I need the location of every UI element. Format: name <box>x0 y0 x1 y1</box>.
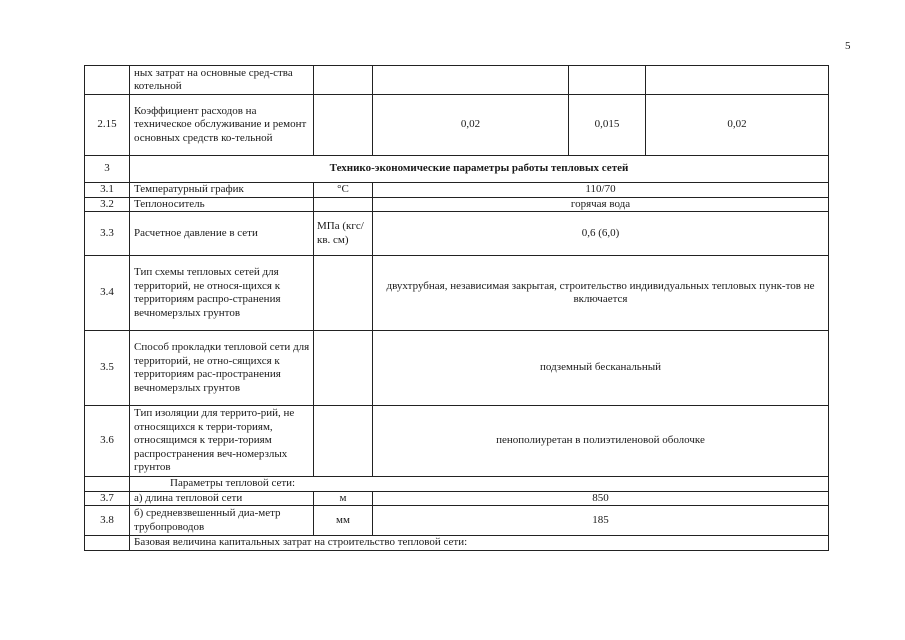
parameter-name: Тип схемы тепловых сетей для территорий, не относя-щихся к территориям распро-странения вечномерзлых грунтов <box>130 256 314 331</box>
table-row <box>85 95 829 156</box>
table-row <box>85 331 829 406</box>
unit-cell <box>314 406 373 477</box>
row-number: 2.15 <box>85 95 130 156</box>
section-title: Технико-экономические параметры работы тепловых сетей <box>130 156 829 183</box>
row-number: 3.2 <box>85 197 130 212</box>
network-params-label: Параметры тепловой сети: <box>130 477 829 492</box>
row-number: 3.5 <box>85 331 130 406</box>
table-row <box>85 66 829 95</box>
value-cell: 110/70 <box>373 183 829 198</box>
parameter-name: Тип изоляции для террито-рий, не относящихся к терри-ториям, относящимся к терри-ториям распространения веч-номерзлых грунтов <box>130 406 314 477</box>
table-row <box>85 406 829 477</box>
table-row <box>85 197 829 212</box>
value-cell: 185 <box>373 506 829 536</box>
parameters-table <box>84 65 829 551</box>
unit-cell <box>314 197 373 212</box>
value-cell: 850 <box>373 491 829 506</box>
unit-cell <box>314 256 373 331</box>
row-number: 3.6 <box>85 406 130 477</box>
table-row <box>85 256 829 331</box>
parameter-name: Теплоноситель <box>130 197 314 212</box>
row-number: 3.7 <box>85 491 130 506</box>
value-cell <box>569 66 646 95</box>
parameter-name: а) длина тепловой сети <box>130 491 314 506</box>
row-number: 3.1 <box>85 183 130 198</box>
unit-cell: мм <box>314 506 373 536</box>
parameter-name: б) средневзвешенный диа-метр трубопроводов <box>130 506 314 536</box>
section-number: 3 <box>85 156 130 183</box>
value-cell: горячая вода <box>373 197 829 212</box>
unit-cell: м <box>314 491 373 506</box>
unit-cell <box>314 95 373 156</box>
row-number <box>85 536 130 551</box>
value-cell: 0,02 <box>373 95 569 156</box>
parameter-name: Коэффициент расходов на техническое обслуживание и ремонт основных средств ко-тельной <box>130 95 314 156</box>
value-cell: двухтрубная, независимая закрытая, строительство индивидуальных тепловых пунк-тов не включается <box>373 256 829 331</box>
value-cell: 0,02 <box>646 95 829 156</box>
parameter-name: Способ прокладки тепловой сети для территорий, не отно-сящихся к территориям рас-пространения вечномерзлых грунтов <box>130 331 314 406</box>
value-cell: подземный бесканальный <box>373 331 829 406</box>
value-cell: 0,015 <box>569 95 646 156</box>
unit-cell: МПа (кгс/кв. см) <box>314 212 373 256</box>
row-number <box>85 477 130 492</box>
row-number <box>85 66 130 95</box>
capex-label: Базовая величина капитальных затрат на строительство тепловой сети: <box>130 536 829 551</box>
parameter-name: ных затрат на основные сред-ства котельной <box>130 66 314 95</box>
row-number: 3.3 <box>85 212 130 256</box>
row-number: 3.4 <box>85 256 130 331</box>
table-row <box>85 506 829 536</box>
unit-cell <box>314 331 373 406</box>
value-cell <box>646 66 829 95</box>
table-row <box>85 491 829 506</box>
subheader-row <box>85 536 829 551</box>
value-cell: 0,6 (6,0) <box>373 212 829 256</box>
parameter-name: Расчетное давление в сети <box>130 212 314 256</box>
row-number: 3.8 <box>85 506 130 536</box>
table-row <box>85 212 829 256</box>
unit-cell: °С <box>314 183 373 198</box>
value-cell <box>373 66 569 95</box>
unit-cell <box>314 66 373 95</box>
table-row <box>85 183 829 198</box>
parameter-name: Температурный график <box>130 183 314 198</box>
subheader-row <box>85 477 829 492</box>
value-cell: пенополиуретан в полиэтиленовой оболочке <box>373 406 829 477</box>
section-header-row <box>85 156 829 183</box>
page-number: 5 <box>845 40 851 52</box>
